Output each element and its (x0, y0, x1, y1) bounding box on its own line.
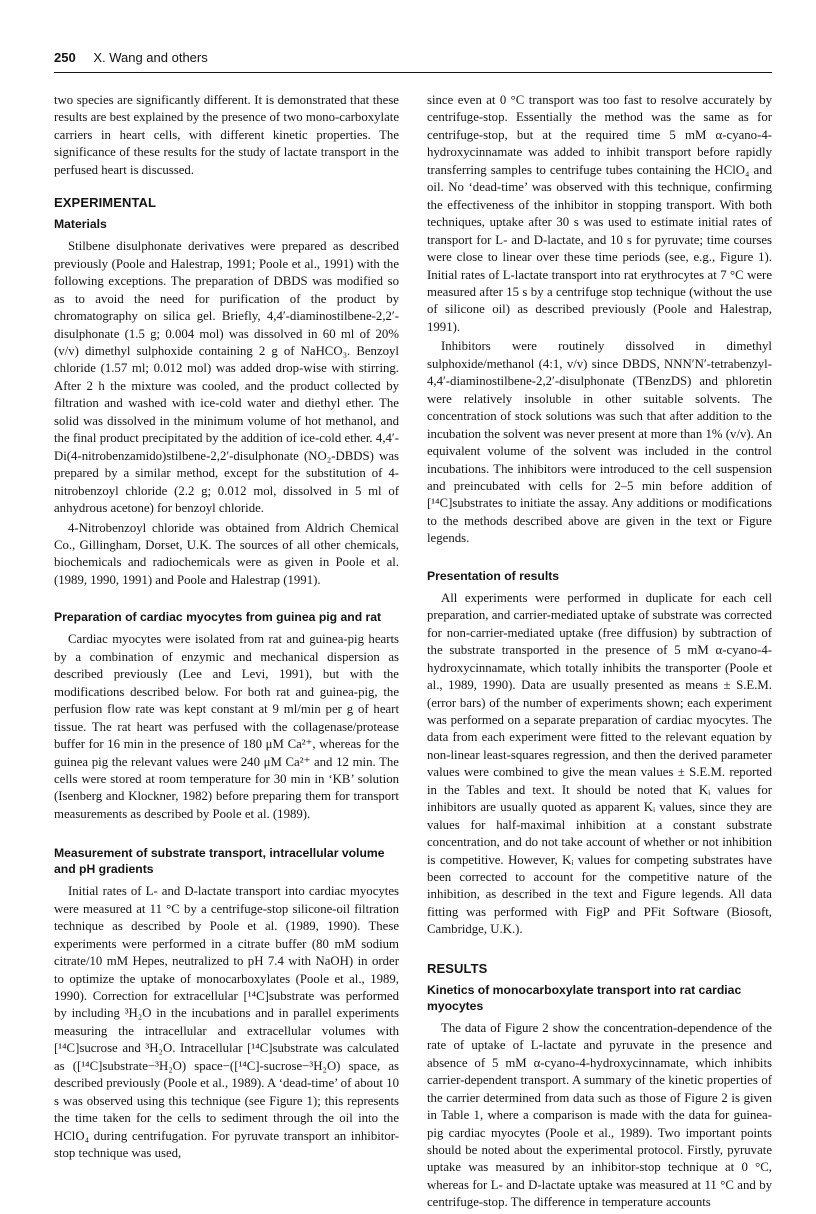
intro-paragraph: two species are significantly different. It is demonstrated that these results are best explained by the presence of two mono-carboxylate carriers in heart cells, with different kinetic properties. The significance of these results for the study of lactate transport in the perfused heart is discussed. (54, 93, 399, 177)
experimental-heading: EXPERIMENTAL (54, 195, 157, 211)
running-title: X. Wang and others (93, 50, 208, 65)
results-heading: RESULTS (427, 960, 488, 976)
left-column (54, 92, 399, 1165)
preparation-heading: Preparation of cardiac myocytes from guinea pig and rat (54, 610, 382, 625)
header-rule (54, 72, 772, 73)
inhibitors-paragraph: Inhibitors were routinely dissolved in dimethyl sulphoxide/methanol (4:1, v/v) since DBDS, NNN′N′-tetrabenzyl-4,4′-diaminostilbene-2,2′-disulphonate (TBenzDS) and phloretin were relatively insoluble in other suitable solvents. The concentration of stock solutions was such that after addition to the incubation the solvent was never present at more than 1% (v/v). An equivalent volume of the solvent was included in the control incubations. The inhibitors were introduced to the cell suspension and preincubated with cells for 2–5 min before addition of [¹⁴C]substrates to initiate the assay. Any additions or modifications to the methods described above are given in the text or Figure legends. (427, 339, 772, 546)
presentation-heading: Presentation of results (427, 568, 560, 583)
page-number: 250 (54, 50, 76, 65)
methods-continued-paragraph: since even at 0 °C transport was too fast to resolve accurately by centrifuge-stop. Essentially the method was the same as for centrifuge-stop, but at the required time 5 mM α-cyano-4-hydroxycinnamate was added to inhibit transport before rapidly transferring samples to centrifuge tubes containing the HClO₄ and oil. No ‘dead-time’ was observed with this technique, confirming the effectiveness of the inhibitor in stopping transport. With both techniques, uptake after 30 s was used to estimate initial rates of transport for L- and D-lactate, and 10 s for pyruvate; time courses were close to linear over these time periods (see, e.g., Figure 1). Initial rates of L-lactate transport into rat erythrocytes at 7 °C were measured after 15 s by a centrifuge stop technique (without the use of silicone oil) as described previously (Poole and Halestrap, 1991). (427, 93, 772, 334)
running-header (54, 50, 208, 65)
preparation-paragraph: Cardiac myocytes were isolated from rat and guinea-pig hearts by a combination of enzymic and mechanical dispersion as described previously (Lee and Levi, 1991), but with the modifications described below. For both rat and guinea-pig, the perfusion flow rate was kept constant at 9 ml/min per g of heart tissue. The rat heart was perfused with the collagenase/protease buffer for 16 min in the presence of 180 μM Ca²⁺, whereas for the guinea pig the relevant values were 240 μM Ca²⁺ and 12 min. The cells were stored at room temperature for 30 min in ‘KB’ solution (Isenberg and Klockner, 1982) before preparing them for transport measurements as described by Poole et al. (1989). (54, 632, 399, 821)
materials-paragraph-2: 4-Nitrobenzoyl chloride was obtained from Aldrich Chemical Co., Gillingham, Dorset, U.K. The sources of all other chemicals, biochemicals and radiochemicals were as given in Poole et al. (1989, 1990, 1991) and Poole and Halestrap (1991). (54, 520, 399, 587)
kinetics-paragraph: The data of Figure 2 show the concentration-dependence of the rate of uptake of L-lactate and pyruvate in the presence and absence of 5 mM α-cyano-4-hydroxycinnamate, which inhibits carrier-dependent transport. A summary of the kinetic properties of the carrier determined from data such as those of Figure 2 is given in Table 1, where a comparison is made with the data for guinea-pig cardiac myocytes (Poole et al., 1989). Two important points should be noted about the experimental protocol. Firstly, pyruvate uptake was measured by an inhibitor-stop technique at 0 °C, whereas for L- and D-lactate uptake was measured at 11 °C and by centrifuge-stop. The difference in temperature accounts (427, 1020, 772, 1210)
materials-paragraph-1: Stilbene disulphonate derivatives were prepared as described previously (Poole and Halestrap, 1991; Poole et al., 1991) with the following exceptions. The preparation of DBDS was modified so as to avoid the need for purification of the product by chromatography on silica gel. Briefly, 4,4′-diaminostilbene-2,2′-disulphonate (1.5 g; 0.004 mol) was dissolved in 60 ml of 20% (v/v) dimethyl sulphoxide containing 2 g of NaHCO₃. Benzoyl chloride (1.57 ml; 0.012 mol) was added drop-wise with stirring. After 2 h the mixture was cooled, and the product collected by filtration and washed with ice-cold water and diethyl ether. The solid was dissolved in the minimum volume of hot methanol, and the final product precipitated by the addition of ice-cold ether. 4,4′-Di(4-nitrobenzamido)stilbene-2,2′-disulphonate (NO₂-DBDS) was prepared by a similar method, except for the substitution of 4-nitrobenzoyl chloride (2.2 g; 0.012 mol, dissolved in 5 ml of anhydrous acetone) for benzoyl chloride. (54, 239, 399, 516)
right-column (427, 92, 772, 1214)
materials-heading: Materials (54, 217, 107, 232)
measurement-heading: Measurement of substrate transport, intracellular volume and pH gradients (54, 846, 385, 877)
presentation-paragraph: All experiments were performed in duplicate for each cell preparation, and carrier-mediated uptake of substrate was corrected for non-carrier-mediated uptake (free diffusion) by subtraction of the substrate transported in the presence of 5 mM α-cyano-4-hydroxycinnamate, which totally inhibits the transporter (Poole et al., 1989, 1990). Data are usually presented as means ± S.E.M. (error bars) of the number of experiments shown; each experiment was performed on a separate preparation of cardiac myocytes. The data from each experiment were fitted to the relevant equation by non-linear least-squares regression, and then the derived parameter values were combined to give the mean values ± S.E.M. reported in the Tables and text. It should be noted that Kᵢ values for inhibitors are usually quoted as apparent Kᵢ values, since they are values for half-maximal inhibition at a constant substrate concentration, and do not take account of whether or not inhibition is competitive. However, Kᵢ values for competing substrates have been corrected to account for the competitive nature of the inhibition, as described in the text and Figure legends. All data fitting was performed with FigP and PFit Software (Biosoft, Cambridge, U.K.). (427, 590, 772, 937)
kinetics-heading: Kinetics of monocarboxylate transport into rat cardiac myocytes (427, 982, 742, 1013)
measurement-paragraph: Initial rates of L- and D-lactate transport into cardiac myocytes were measured at 11 °C by a centrifuge-stop silicone-oil filtration technique as described by Poole et al. (1989, 1990). These experiments were performed in a citrate buffer (80 mM sodium citrate/10 mM Hepes, neutralized to pH 7.4 with NaOH) in order to optimize the uptake of monocarboxylates (Poole et al., 1989, 1990). Correction for extracellular [¹⁴C]substrate was performed by including ³H₂O in the incubations and in parallel experiments measuring the intracellular and extracellular volumes with [¹⁴C]sucrose and ³H₂O. Intracellular [¹⁴C]substrate was calculated as ([¹⁴C]substrate−³H₂O) space−([¹⁴C]-sucrose−³H₂O) space, as described previously (Poole et al., 1989). A ‘dead-time’ of about 10 s was observed using this technique (see Figure 1); this represents the time taken for the cells to sediment through the oil into the HClO₄ during centrifugation. For pyruvate transport an inhibitor-stop technique was used, (54, 884, 399, 1161)
